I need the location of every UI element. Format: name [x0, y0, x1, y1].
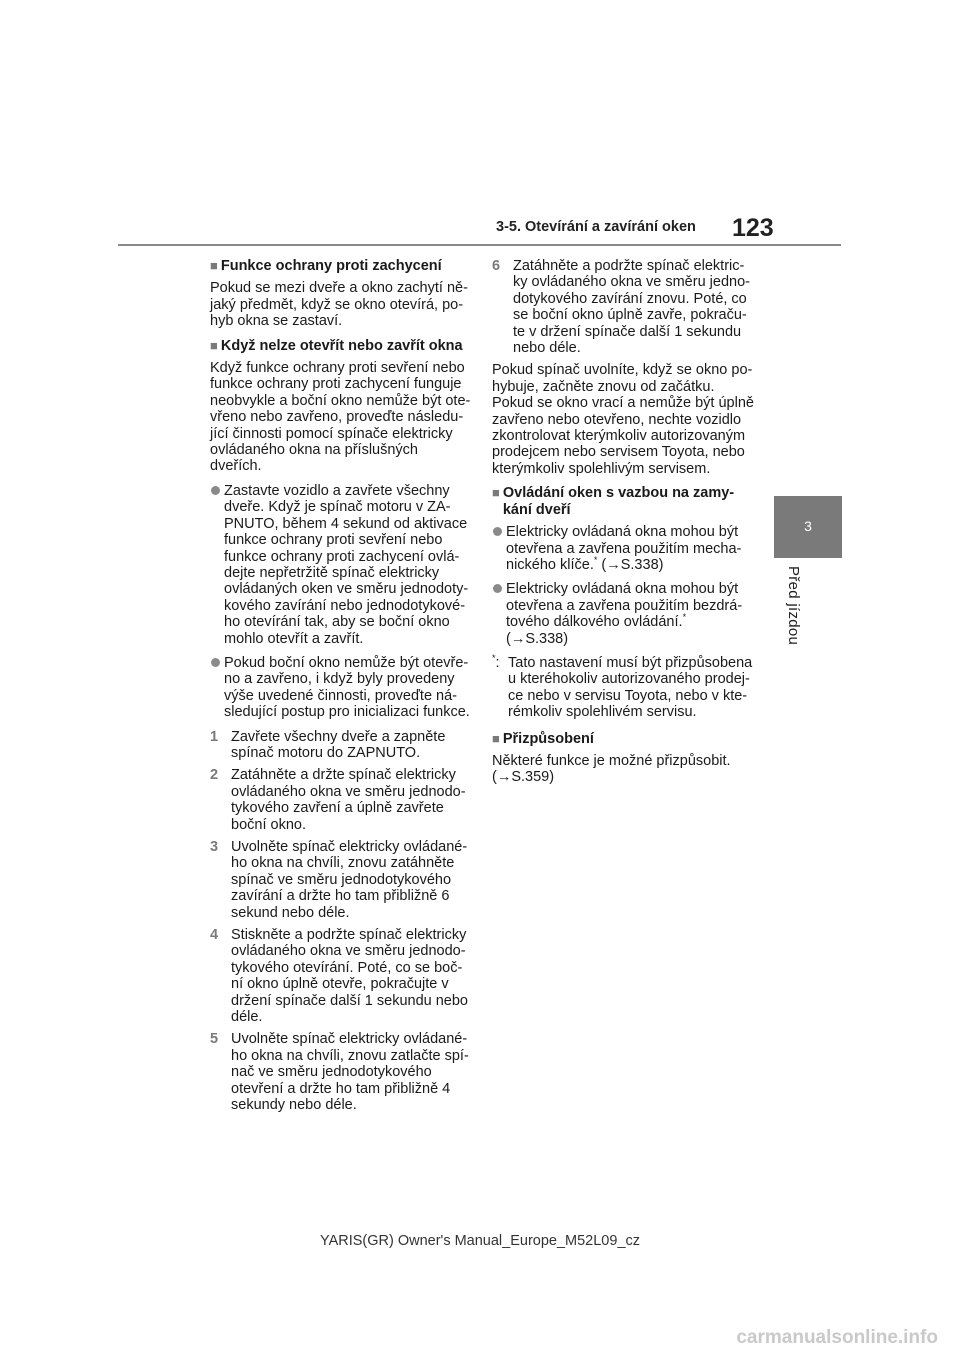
bullet-text: Elektricky ovládaná okna mohou být otevřena a zavřena použitím bezdrá- tového dálkového ovládání. — [506, 581, 743, 631]
section-heading — [492, 485, 756, 518]
footnote-mark: *: — [492, 653, 500, 671]
bullet-item — [210, 655, 472, 721]
step-text: Zatáhněte a podržte spínač elektric- ky ovládaného okna ve směru jedno- dotykového zavírání znovu. Poté, co se boční okno úplně zavře, pokraču- te v držení spínače další 1 sekundu nebo déle. — [513, 258, 750, 357]
step-item — [210, 839, 472, 921]
step-text: Stiskněte a podržte spínač elektricky ovládaného okna ve směru jednodo- tykového otevírání. Poté, co se boč- ní okno úplně otevře, pokračujte v držení spínače další 1 sekundu nebo déle. — [231, 927, 468, 1026]
page-reference: (→S.338) — [506, 630, 569, 647]
step-number: 3 — [210, 839, 219, 855]
chapter-label: Před jízdou — [785, 566, 802, 646]
section-heading — [210, 338, 472, 354]
step-text: Zavřete všechny dveře a zapněte spínač motoru do ZAPNUTO. — [231, 728, 446, 761]
bullet-text: Pokud boční okno nemůže být otevře- no a zavřeno, i když byly provedeny výše uvedené činnosti, proveďte ná- sledující postup pro inicializaci funkce. — [224, 654, 470, 721]
footer-text: YARIS(GR) Owner's Manual_Europe_M52L09_cz — [319, 1233, 641, 1249]
square-bullet-icon: ■ — [492, 485, 500, 501]
section-heading — [210, 258, 472, 274]
section-header: 3-5. Otevírání a zavírání oken — [496, 219, 696, 235]
chapter-tab — [774, 496, 842, 558]
paragraph: Pokud se mezi dveře a okno zachytí ně- jaký předmět, když se okno otevírá, po- hyb okna se zastaví. — [210, 280, 468, 330]
paragraph: Když funkce ochrany proti sevření nebo funkce ochrany proti zachycení funguje neobvykle a boční okno nemůže být ote- vřeno nebo zavřeno, proveďte následu- jící činnosti pomocí spínače elektricky ovládaného okna na příslušných dveřích. — [210, 360, 471, 475]
paragraph-text: Některé funkce je možné přizpůsobit. — [492, 752, 731, 769]
step-text: Uvolněte spínač elektricky ovládané- ho okna na chvíli, znovu zatlačte spí- nač ve směru jednodotykového otevření a držte ho tam přibližně 4 sekundy nebo déle. — [231, 1031, 469, 1114]
page-reference: (→S.359) — [492, 769, 555, 786]
step-number: 4 — [210, 927, 219, 944]
circle-bullet-icon — [211, 486, 220, 495]
circle-bullet-icon — [493, 527, 502, 536]
heading-text: Ovládání oken s vazbou na zamy- kání dveří — [502, 485, 735, 518]
square-bullet-icon: ■ — [210, 258, 218, 273]
footnote-marker: * — [593, 555, 598, 566]
left-column — [210, 258, 472, 1120]
footnote — [492, 655, 756, 721]
paragraph: Pokud spínač uvolníte, když se okno po- hybuje, začněte znovu od začátku. Pokud se okno vrací a nemůže být úplně zavřeno nebo otevřeno, nechte vozidlo zkontrolovat kterýmkoliv autorizovaným prodejcem nebo servisem Toyota, nebo kterýmkoliv spolehlivým servisem. — [492, 362, 754, 477]
right-column — [492, 258, 756, 794]
watermark: carmanualsonline.info — [736, 1327, 938, 1348]
circle-bullet-icon — [211, 658, 220, 667]
step-number: 1 — [210, 728, 219, 745]
step-text: Uvolněte spínač elektricky ovládané- ho okna na chvíli, znovu zatáhněte spínač ve směru jednodotykového zavírání a držte ho tam přibližně 6 sekund nebo déle. — [231, 839, 468, 921]
bullet-text: Elektricky ovládaná okna mohou být otevřena a zavřena použitím mecha- nického klíče. — [506, 524, 742, 573]
paragraph — [492, 753, 756, 786]
header-rule — [118, 244, 841, 246]
heading-text: Když nelze otevřít nebo zavřít okna — [220, 337, 463, 354]
bullet-text: Zastavte vozidlo a zavřete všechny dveře. Když je spínač motoru v ZA- PNUTO, během 4 sekund od aktivace funkce ochrany proti sevření nebo funkce ochrany proti zachycení ovlá- dejte nepřetržitě spínač elektricky ovládaných oken ve směru jednodoty- kového zavírání nebo jednodotykové- ho otevírání tak, aby se boční okno mohlo otevřít a zavřít. — [224, 482, 469, 647]
step-item — [210, 767, 472, 833]
page-reference: (→S.338) — [601, 556, 664, 573]
heading-text: Přizpůsobení — [502, 730, 594, 747]
step-item — [492, 258, 756, 356]
heading-text: Funkce ochrany proti zachycení — [220, 258, 442, 274]
step-item — [210, 927, 472, 1025]
circle-bullet-icon — [493, 584, 502, 593]
square-bullet-icon: ■ — [492, 730, 500, 746]
chapter-number: 3 — [804, 518, 812, 534]
bullet-item — [492, 581, 756, 647]
bullet-item — [210, 483, 472, 647]
section-heading — [492, 731, 756, 747]
step-item — [210, 1031, 472, 1113]
step-number: 2 — [210, 767, 219, 784]
bullet-item — [492, 524, 756, 573]
bullet-content — [506, 581, 756, 647]
square-bullet-icon: ■ — [210, 337, 218, 353]
page-number: 123 — [732, 214, 774, 242]
bullet-content — [506, 524, 756, 573]
step-text: Zatáhněte a držte spínač elektricky ovládaného okna ve směru jednodo- tykového zavření a úplně zavřete boční okno. — [231, 767, 466, 833]
step-number: 6 — [492, 258, 501, 274]
footnote-text: Tato nastavení musí být přizpůsobena u kteréhokoliv autorizovaného prodej- ce nebo v servisu Toyota, nebo v kte- rémkoliv spolehlivém servisu. — [508, 654, 753, 721]
footnote-marker: * — [682, 612, 687, 623]
step-number: 5 — [210, 1031, 219, 1048]
step-item — [210, 729, 472, 762]
